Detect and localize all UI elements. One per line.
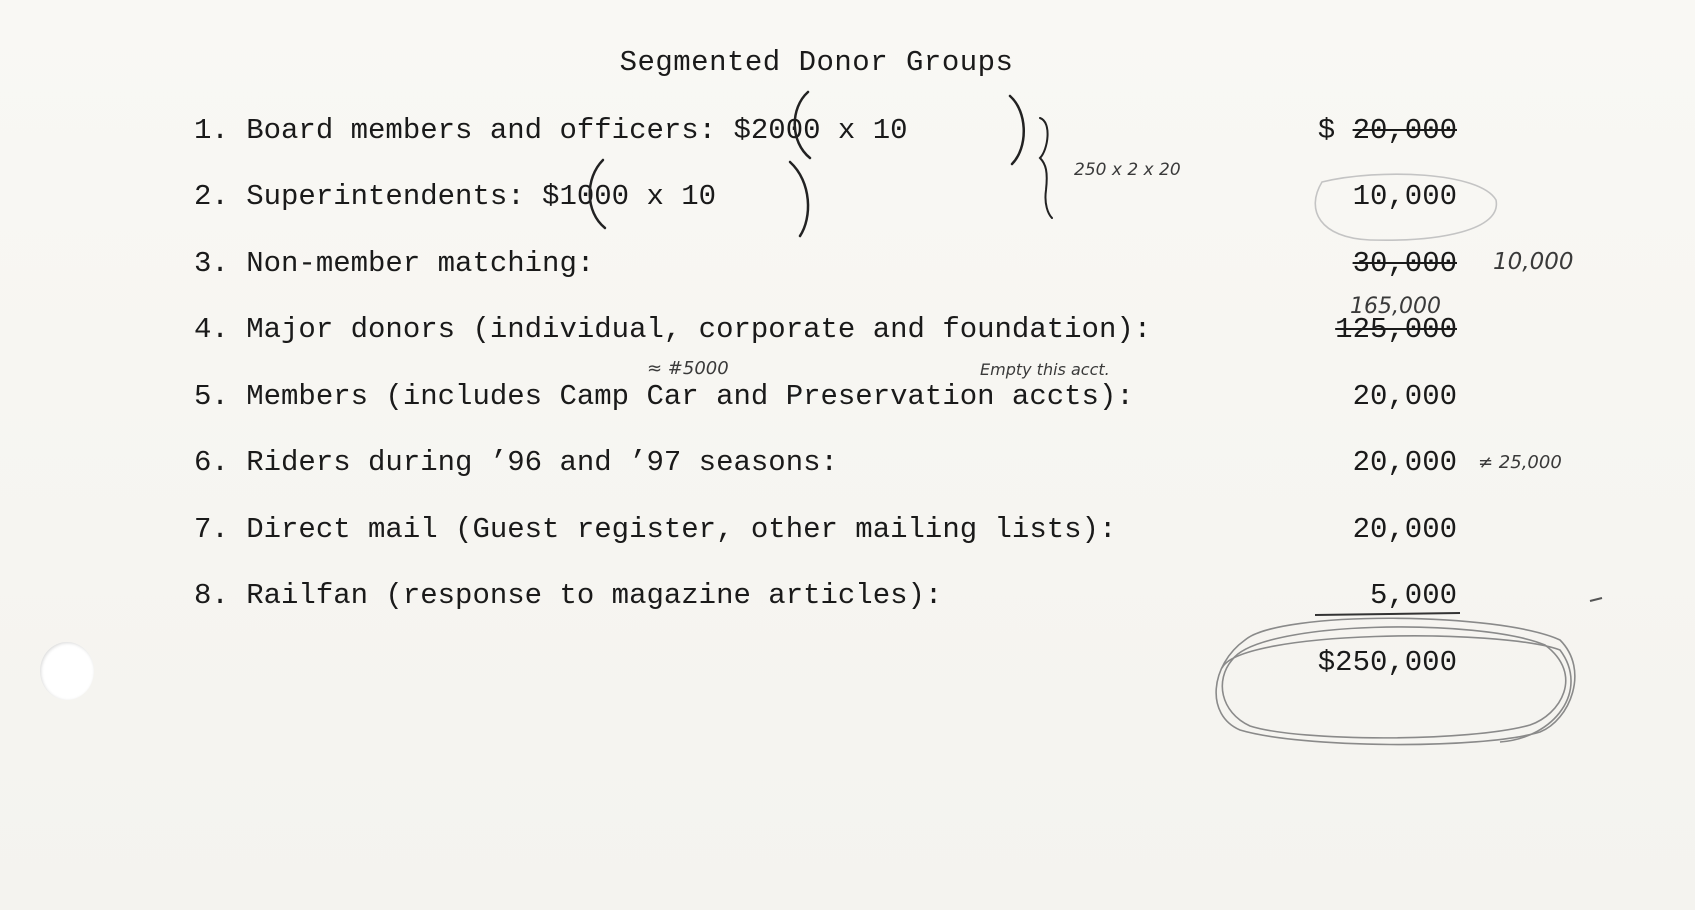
- list-item: 1. Board members and officers: $2000 x 10: [194, 114, 908, 147]
- amount-value: 5,000: [1369, 579, 1457, 612]
- bracket-note: 250 x 2 x 20: [1074, 160, 1181, 180]
- underline-mark: [1315, 613, 1460, 615]
- list-item: 7. Direct mail (Guest register, other mailing lists):: [194, 513, 1117, 546]
- amount-pencil-circle: [1315, 174, 1496, 240]
- amount-value: $ 20,000: [1317, 114, 1457, 147]
- major-revised-note: 165,000: [1350, 294, 1441, 319]
- amount-value: 10,000: [1352, 180, 1457, 213]
- amount-value: 20,000: [1352, 446, 1457, 479]
- amount-value: 20,000: [1352, 513, 1457, 546]
- nonmember-revised-note: 10,000: [1493, 249, 1574, 275]
- close-paren-mark: [1010, 96, 1024, 164]
- open-paren-mark: [590, 160, 605, 228]
- total-value: $250,000: [1317, 646, 1457, 679]
- document-title: Segmented Donor Groups: [619, 46, 1014, 79]
- amount-value: 125,000: [1335, 313, 1457, 346]
- curly-brace-mark: [1040, 118, 1052, 218]
- list-item: 3. Non-member matching:: [194, 247, 595, 280]
- list-item: 4. Major donors (individual, corporate and foundation):: [194, 313, 1152, 346]
- amount-value: 30,000: [1352, 247, 1457, 280]
- close-paren-mark: [790, 162, 808, 236]
- list-item: 6. Riders during ’96 and ’97 seasons:: [194, 446, 838, 479]
- camp-car-note: ≈ #5000: [647, 358, 729, 379]
- open-paren-mark: [795, 92, 810, 158]
- dash-mark: [1590, 598, 1602, 601]
- list-item: 5. Members (includes Camp Car and Preservation accts):: [194, 380, 1134, 413]
- preservation-note: Empty this acct.: [980, 360, 1110, 379]
- amount-value: 20,000: [1352, 380, 1457, 413]
- total-pencil-circle: [1222, 627, 1565, 738]
- list-item: 8. Railfan (response to magazine articles):: [194, 579, 943, 612]
- list-item: 2. Superintendents: $1000 x 10: [194, 180, 717, 213]
- riders-note: ≠ 25,000: [1478, 452, 1562, 473]
- total-pencil-circle: [1222, 636, 1571, 742]
